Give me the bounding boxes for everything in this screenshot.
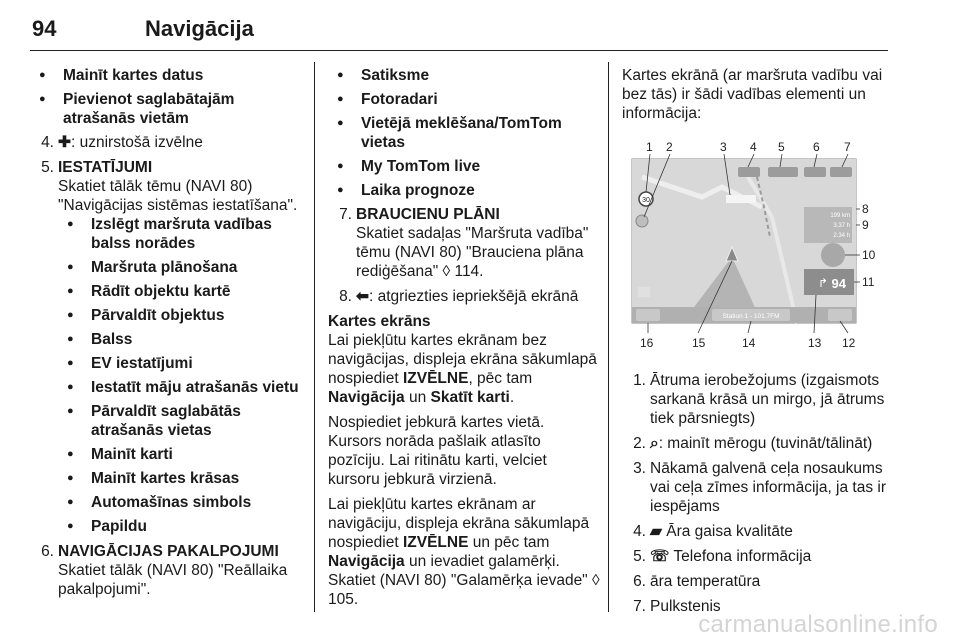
list-item-7 bbox=[328, 205, 600, 281]
phone-icon: ☏ bbox=[650, 548, 670, 565]
item-text: : atgriezties iepriekšējā ekrānā bbox=[369, 288, 579, 305]
callout-label: 5 bbox=[778, 140, 785, 154]
bullet-list-top bbox=[30, 66, 300, 128]
item-number: 5. bbox=[41, 159, 54, 176]
item-number: 6. bbox=[41, 543, 54, 560]
page-title: Navigācija bbox=[145, 16, 254, 41]
item-text: : uznirstošā izvēlne bbox=[71, 134, 203, 151]
callout-label: 6 bbox=[813, 140, 820, 154]
item-number: 8. bbox=[339, 288, 352, 305]
page-number: 94 bbox=[32, 16, 57, 41]
svg-text:14: 14 bbox=[742, 336, 756, 350]
bullet-list-services bbox=[328, 66, 600, 200]
legend-item: 7. Pulkstenis bbox=[633, 598, 721, 615]
callout-label: 1 bbox=[646, 140, 653, 154]
legend-item: 3. Nākamā galvenā ceļa nosaukums vai ceļa zīmes informācija, ja tas ir iespējams bbox=[633, 460, 887, 515]
plus-icon: ✚ bbox=[58, 134, 71, 151]
item-number: 4. bbox=[41, 134, 54, 151]
list-item: ● Mainīt kartes datus bbox=[30, 66, 300, 85]
svg-text:15: 15 bbox=[692, 336, 706, 350]
legend-list bbox=[622, 371, 888, 616]
svg-text:11: 11 bbox=[862, 275, 875, 289]
map-screen-figure bbox=[622, 137, 876, 351]
item-number: 7. bbox=[339, 206, 352, 223]
item-text: Skatiet sadaļas "Maršruta vadība" tēmu (NAVI 80) "Brauciena plāna rediģēšana" ◊ 114. bbox=[356, 225, 589, 280]
page-header bbox=[30, 10, 888, 50]
svg-text:13: 13 bbox=[808, 336, 822, 350]
svg-text:94: 94 bbox=[831, 276, 846, 291]
item-heading: IESTATĪJUMI bbox=[58, 159, 153, 176]
svg-text:2.34 h: 2.34 h bbox=[833, 233, 850, 239]
list-item: ● Pievienot saglabātajām atrašanās vietām bbox=[30, 90, 300, 128]
legend-item: 6. āra temperatūra bbox=[633, 573, 761, 590]
svg-text:Station 1 - 101.7FM: Station 1 - 101.7FM bbox=[722, 313, 780, 320]
svg-text:3.37 h: 3.37 h bbox=[833, 223, 850, 229]
list-item-6 bbox=[30, 542, 300, 599]
callout-label: 7 bbox=[844, 140, 851, 154]
paragraph: Lai piekļūtu kartes ekrānam bez navigācijas, displeja ekrāna sākumlapā nospiediet IZVĒLNE, pēc tam Navigācija un Skatīt karti. bbox=[328, 332, 597, 406]
list-item: ● Fotoradari bbox=[328, 90, 600, 109]
paragraph: Lai piekļūtu kartes ekrānam ar navigāciju, displeja ekrāna sākumlapā nospiediet IZVĒLNE un pēc tam Navigācija un ievadiet galamērķi. Skatiet (NAVI 80) "Galamērķa ievade" ◊ 105. bbox=[328, 496, 600, 608]
list-item: ● Maršruta plānošana bbox=[58, 258, 300, 277]
column-divider-2 bbox=[608, 62, 609, 612]
watermark: carmanualsonline.info bbox=[698, 611, 938, 638]
paragraph: Nospiediet jebkurā kartes vietā. Kursors norāda pašlaik atlasīto pozīciju. Lai ritinātu karti, velciet kursoru jebkurā virzienā. bbox=[328, 414, 547, 488]
list-item: ● Izslēgt maršruta vadības balss norādes bbox=[58, 215, 300, 253]
item-text: Skatiet tālāk tēmu (NAVI 80) "Navigācijas sistēmas iestatīšana". bbox=[58, 178, 298, 214]
item-heading: NAVIGĀCIJAS PAKALPOJUMI bbox=[58, 543, 279, 560]
legend-item: 4. ▰ Āra gaisa kvalitāte bbox=[633, 523, 793, 540]
item-heading: BRAUCIENU PLĀNI bbox=[356, 206, 500, 223]
column-divider-1 bbox=[314, 62, 315, 612]
map-screen-illustration bbox=[622, 137, 876, 351]
list-item: ● Balss bbox=[58, 330, 300, 349]
air-quality-icon: ▰ bbox=[650, 523, 662, 540]
settings-bullets bbox=[58, 215, 300, 536]
list-item: ● Iestatīt māju atrašanās vietu bbox=[58, 378, 300, 397]
zoom-icon: ⌕ bbox=[650, 435, 659, 452]
list-item: ● Rādīt objektu kartē bbox=[58, 282, 300, 301]
list-item: ● Satiksme bbox=[328, 66, 600, 85]
svg-text:8: 8 bbox=[862, 202, 869, 216]
svg-text:9: 9 bbox=[862, 218, 869, 232]
legend-item: 1. Ātruma ierobežojums (izgaismots sarkanā krāsā un mirgo, jā ātrums tiek pārsniegts) bbox=[633, 372, 885, 427]
callout-label: 4 bbox=[750, 140, 757, 154]
list-item: ● My TomTom live bbox=[328, 157, 600, 176]
callout-label: 2 bbox=[666, 140, 673, 154]
svg-text:199 km: 199 km bbox=[830, 213, 850, 219]
list-item-5 bbox=[30, 158, 300, 536]
list-item: ● Pārvaldīt objektus bbox=[58, 306, 300, 325]
legend-item: 5. ☏ Telefona informācija bbox=[633, 548, 812, 565]
svg-text:↱: ↱ bbox=[818, 276, 829, 290]
list-item: ● Mainīt karti bbox=[58, 445, 300, 464]
list-item: ● Papildu bbox=[58, 517, 300, 536]
section-heading: Kartes ekrāns bbox=[328, 313, 431, 330]
item-text: Skatiet tālāk (NAVI 80) "Reāllaika pakalpojumi". bbox=[58, 562, 288, 598]
numbered-list bbox=[30, 133, 300, 599]
callout-label: 3 bbox=[720, 140, 727, 154]
list-item: ● EV iestatījumi bbox=[58, 354, 300, 373]
list-item-4 bbox=[30, 133, 300, 152]
intro-paragraph: Kartes ekrānā (ar maršruta vadību vai bez tās) ir šādi vadības elementi un informācija: bbox=[622, 67, 883, 122]
list-item: ● Mainīt kartes krāsas bbox=[58, 469, 300, 488]
list-item: ● Automašīnas simbols bbox=[58, 493, 300, 512]
header-rule bbox=[30, 50, 888, 51]
numbered-list bbox=[328, 205, 600, 306]
legend-item: 2. ⌕: mainīt mērogu (tuvināt/tālināt) bbox=[633, 435, 873, 452]
column-2 bbox=[328, 66, 600, 615]
list-item-8 bbox=[328, 287, 600, 306]
column-3 bbox=[622, 66, 888, 622]
svg-text:10: 10 bbox=[862, 248, 876, 262]
column-1 bbox=[30, 66, 300, 605]
svg-text:12: 12 bbox=[842, 336, 856, 350]
list-item: ● Vietējā meklēšana/TomTom vietas bbox=[328, 114, 600, 152]
back-arrow-icon: ⬅ bbox=[356, 288, 369, 305]
list-item: ● Pārvaldīt saglabātās atrašanās vietas bbox=[58, 402, 300, 440]
svg-text:30: 30 bbox=[642, 197, 650, 204]
svg-text:16: 16 bbox=[640, 336, 654, 350]
list-item: ● Laika prognoze bbox=[328, 181, 600, 200]
